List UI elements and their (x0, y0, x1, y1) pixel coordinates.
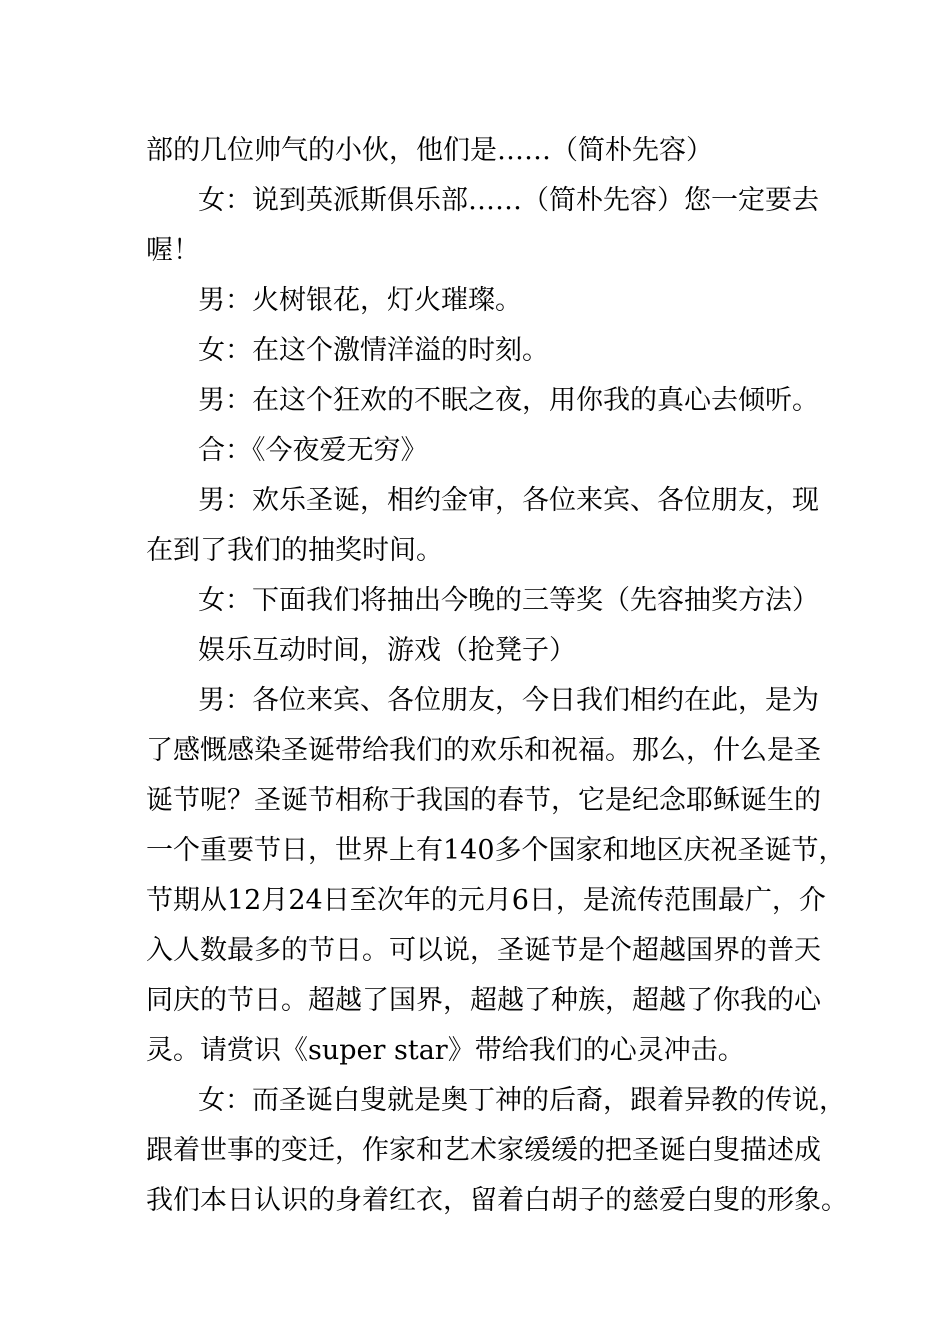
text-line: 入人数最多的节日。可以说，圣诞节是个超越国界的普天 (146, 935, 821, 966)
text-line: 男：各位来宾、各位朋友，今日我们相约在此，是为 (198, 685, 819, 716)
text-line: 娱乐互动时间，游戏（抢凳子） (198, 635, 576, 666)
document-body (146, 126, 848, 1226)
text-line: 男：火树银花，灯火璀璨。 (198, 285, 522, 316)
text-line: 灵。请赏识《super star》带给我们的心灵冲击。 (146, 1035, 745, 1066)
paragraph-p2 (146, 176, 826, 276)
paragraph-p10 (146, 676, 846, 1076)
text-line: 女：说到英派斯俱乐部……（简朴先容）您一定要去 (198, 185, 819, 216)
text-line: 部的几位帅气的小伙，他们是……（简朴先容） (146, 135, 713, 166)
text-line: 一个重要节日，世界上有140多个国家和地区庆祝圣诞节， (146, 835, 846, 866)
text-line: 节期从12月24日至次年的元月6日，是流传范围最广，介 (146, 885, 826, 916)
text-line: 男：在这个狂欢的不眠之夜，用你我的真心去倾听。 (198, 385, 819, 416)
paragraph-p4 (146, 326, 826, 376)
paragraph-p3 (146, 276, 826, 326)
paragraph-p9 (146, 626, 826, 676)
paragraph-p6 (146, 426, 826, 476)
text-line: 我们本日认识的身着红衣，留着白胡子的慈爱白叟的形象。 (146, 1185, 848, 1216)
text-line: 诞节呢？圣诞节相称于我国的春节，它是纪念耶稣诞生的 (146, 785, 821, 816)
paragraph-p7 (146, 476, 826, 576)
text-line: 女：在这个激情洋溢的时刻。 (198, 335, 549, 366)
paragraph-p8 (146, 576, 826, 626)
text-line: 合：《今夜爱无穷》 (198, 435, 428, 466)
text-line: 女：下面我们将抽出今晚的三等奖（先容抽奖方法） (198, 585, 819, 616)
text-line: 女：而圣诞白叟就是奥丁神的后裔，跟着异教的传说， (198, 1085, 846, 1116)
text-line: 跟着世事的变迁，作家和艺术家缓缓的把圣诞白叟描述成 (146, 1135, 821, 1166)
paragraph-p1 (146, 126, 826, 176)
paragraph-p11 (146, 1076, 848, 1226)
text-line: 了感慨感染圣诞带给我们的欢乐和祝福。那么，什么是圣 (146, 735, 821, 766)
text-line: 同庆的节日。超越了国界，超越了种族，超越了你我的心 (146, 985, 821, 1016)
text-line: 喔！ (146, 235, 200, 266)
text-line: 男：欢乐圣诞，相约金审，各位来宾、各位朋友，现 (198, 485, 819, 516)
text-line: 在到了我们的抽奖时间。 (146, 535, 443, 566)
paragraph-p5 (146, 376, 826, 426)
